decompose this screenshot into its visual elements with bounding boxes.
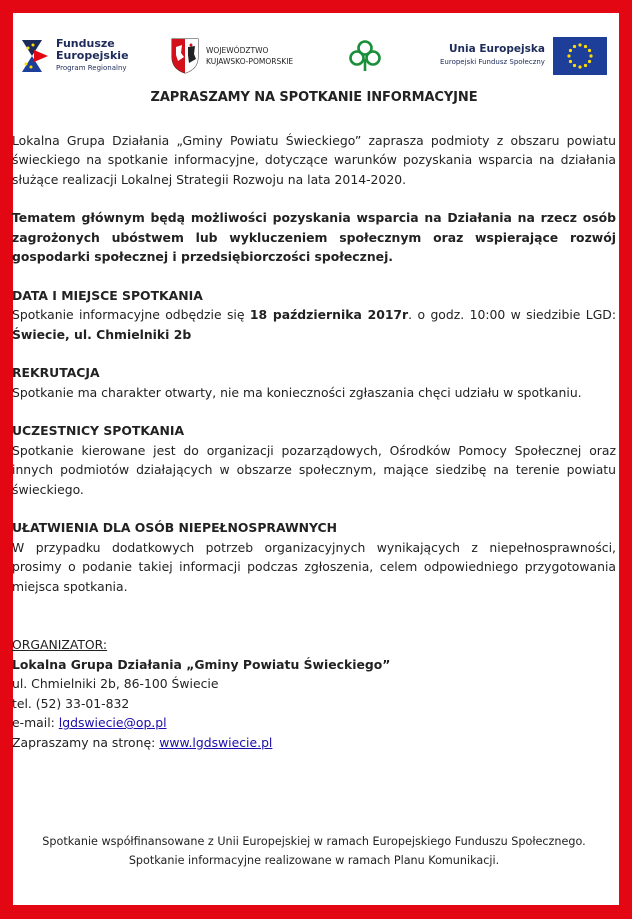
meeting-date: 18 października 2017r — [249, 307, 409, 322]
eu-star-icon — [588, 49, 591, 52]
organizer-address: ul. Chmielniki 2b, 86-100 Świecie — [12, 676, 219, 691]
organizer-phone: tel. (52) 33-01-832 — [12, 695, 130, 711]
footer-note — [12, 832, 616, 870]
coat-of-arms-icon — [170, 37, 200, 75]
recruitment-heading: REKRUTACJA — [12, 365, 100, 380]
participants-heading: UCZESTNICY SPOTKANIA — [12, 423, 185, 438]
wojewodztwo-logo — [170, 30, 293, 82]
woj-logo-line1: WOJEWÓDZTWO — [206, 46, 269, 55]
eu-star-icon — [584, 45, 587, 48]
accessibility-section — [12, 518, 616, 596]
ue-logo-line2: Europejski Fundusz Społeczny — [440, 58, 545, 66]
footer-line2: Spotkanie informacyjne realizowane w ramach Planu Komunikacji. — [128, 854, 500, 867]
eu-star-icon — [589, 54, 592, 57]
eu-star-icon — [584, 64, 587, 67]
accessibility-text: W przypadku dodatkowych potrzeb organizacyjnych wynikających z niepełnosprawności, prosimy o podanie takiej informacji podczas zgłoszenia, celem odpowiedniego przygotowania miejsca spotkania. — [12, 539, 616, 594]
fe-logo-line1: Fundusze — [56, 37, 115, 50]
participants-text: Spotkanie kierowane jest do organizacji pozarządowych, Ośrodków Pomocy Społecznej oraz innych podmiotów działających w obszarze społecznym, mające siedzibę na terenie powiatu świeckiego. — [12, 442, 616, 497]
page-title: ZAPRASZAMY NA SPOTKANIE INFORMACYJNE — [150, 90, 478, 105]
eu-star-icon — [573, 64, 576, 67]
date-place-text-a: Spotkanie informacyjne odbędzie się — [12, 307, 250, 322]
recruitment-text: Spotkanie ma charakter otwarty, nie ma konieczności zgłaszania chęci udziału w spotkaniu. — [12, 384, 582, 400]
eu-star-icon — [578, 43, 581, 46]
eu-star-icon — [588, 60, 591, 63]
date-place-section — [12, 286, 616, 345]
topic-paragraph: Tematem głównym będą możliwości pozyskania wsparcia na Działania na rzecz osób zagrożonych ubóstwem lub wykluczeniem społecznym oraz wspierające rozwój gospodarki społecznej i przedsiębiorczości społecznej. — [12, 210, 616, 264]
fundusze-europejskie-icon — [20, 36, 50, 76]
fe-logo-line2: Europejskie — [56, 49, 129, 62]
clover-icon — [348, 39, 382, 73]
website-link[interactable]: www.lgdswiecie.pl — [159, 734, 273, 750]
woj-logo-line2: KUJAWSKO-POMORSKIE — [206, 57, 294, 66]
organizer-section — [12, 635, 616, 752]
eu-star-icon — [578, 65, 581, 68]
intro-paragraph: Lokalna Grupa Działania „Gminy Powiatu Świeckiego” zaprasza podmioty z obszaru powiatu świeckiego na spotkanie informacyjne, dotyczące warunków pozyskania wsparcia na działania służące realizacji Lokalnej Strategii Rozwoju na lata 2014-2020. — [12, 132, 616, 187]
organizer-name: Lokalna Grupa Działania „Gminy Powiatu Świeckiego” — [12, 656, 391, 672]
date-place-heading: DATA I MIEJSCE SPOTKANIA — [12, 287, 203, 303]
footer-line1: Spotkanie współfinansowane z Unii Europejskiej w ramach Europejskiego Funduszu Społecznego. — [42, 835, 586, 848]
fundusze-europejskie-logo — [20, 30, 129, 82]
recruitment-section — [12, 363, 616, 402]
ue-logo-line1: Unia Europejska — [449, 43, 545, 55]
web-label: Zapraszamy na stronę: — [12, 734, 160, 750]
email-link[interactable]: lgdswiecie@op.pl — [58, 715, 167, 730]
organizer-web-row — [12, 733, 616, 753]
eu-flag-icon — [553, 37, 607, 75]
eu-star-icon — [567, 54, 570, 57]
lgd-logo — [348, 30, 382, 82]
date-place-text-b: . o godz. 10:00 w siedzibie LGD: — [408, 307, 617, 322]
eu-star-icon — [569, 49, 572, 52]
date-place-text — [12, 305, 616, 344]
email-label: e-mail: — [12, 715, 59, 730]
organizer-email-row — [12, 713, 616, 733]
meeting-place: Świecie, ul. Chmielniki 2b — [12, 326, 192, 342]
organizer-heading: ORGANIZATOR: — [12, 637, 108, 652]
participants-section — [12, 421, 616, 499]
unia-europejska-logo — [440, 30, 607, 82]
announcement-body — [12, 88, 616, 752]
logo-bar — [20, 30, 610, 82]
eu-star-icon — [573, 45, 576, 48]
fe-logo-line3: Program Regionalny — [56, 64, 127, 72]
accessibility-heading: UŁATWIENIA DLA OSÓB NIEPEŁNOSPRAWNYCH — [12, 520, 338, 535]
eu-star-icon — [569, 60, 572, 63]
